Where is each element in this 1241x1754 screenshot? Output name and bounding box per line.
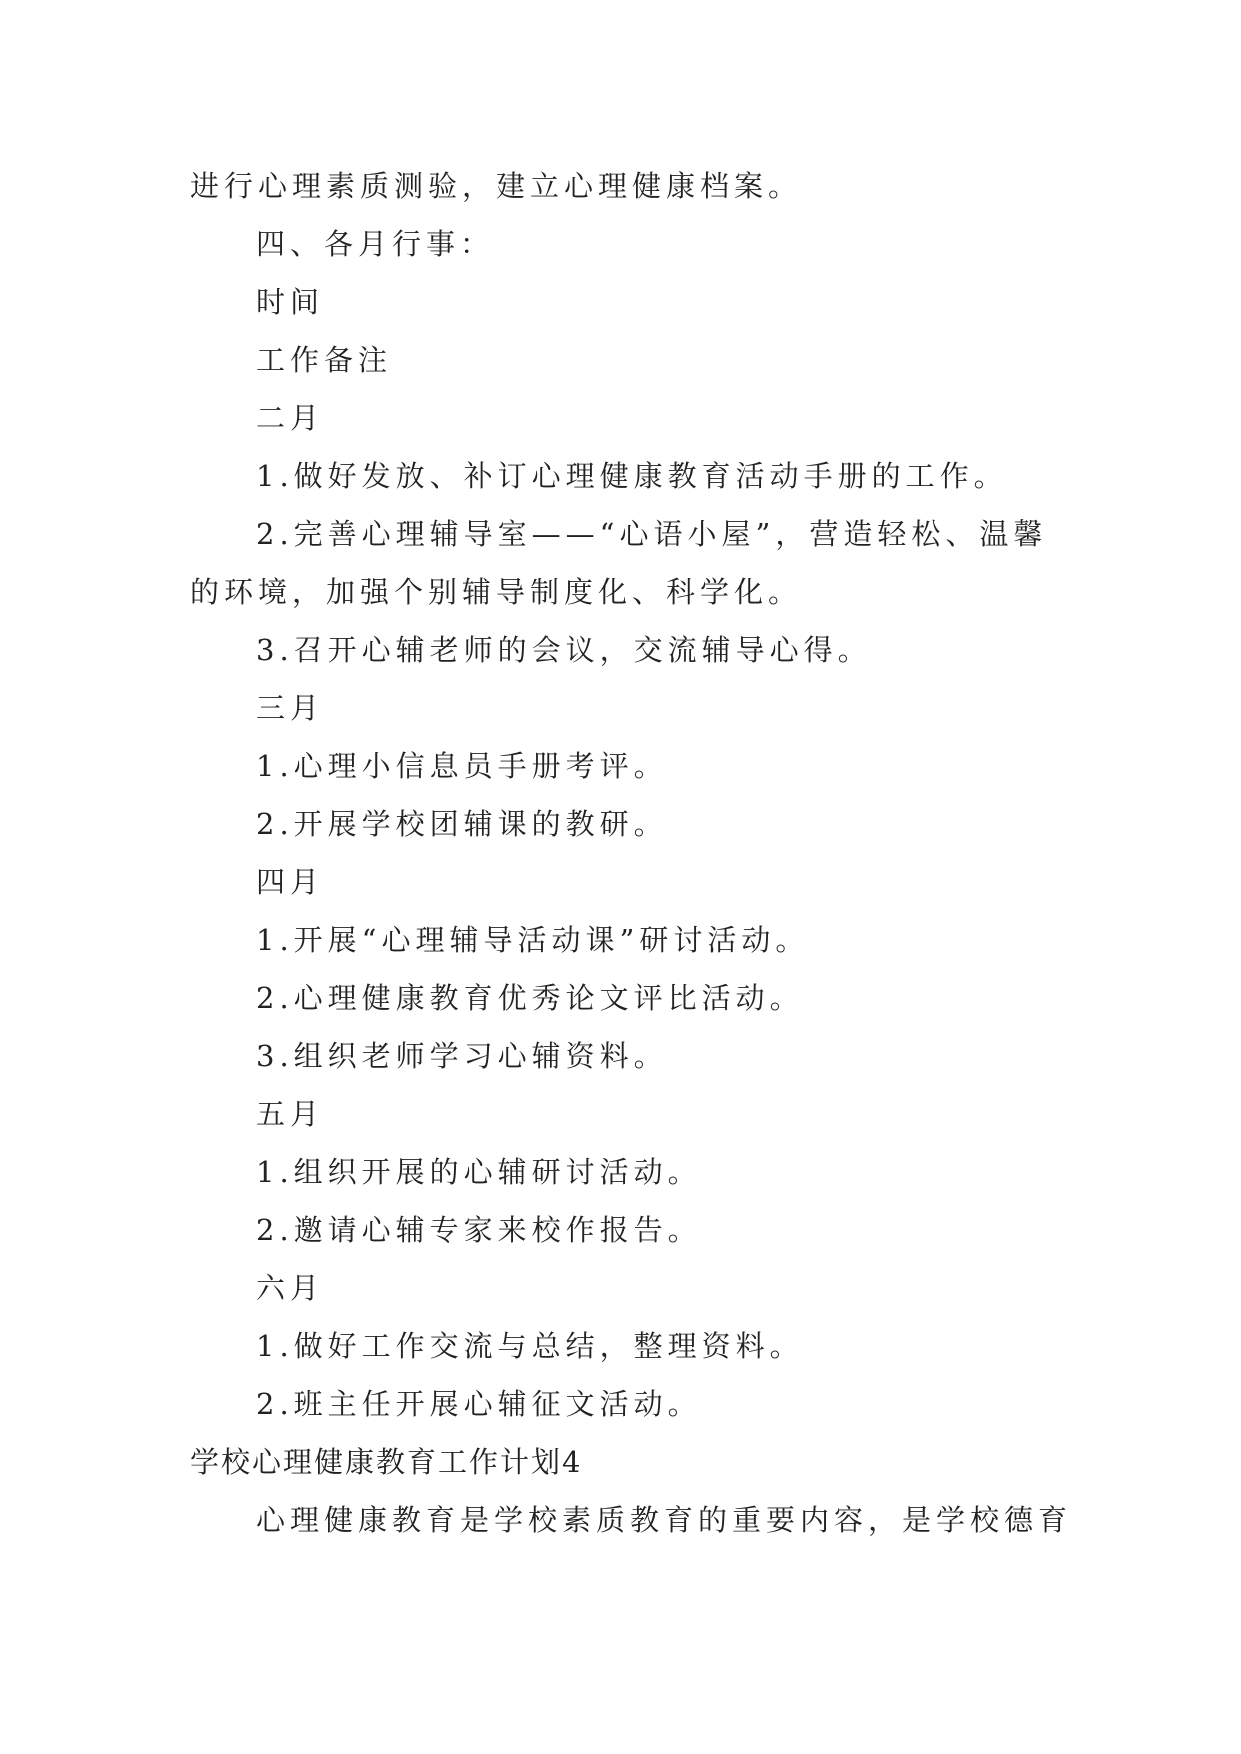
list-item: 1.做好发放、补订心理健康教育活动手册的工作。 bbox=[256, 459, 1008, 493]
month-label: 三月 bbox=[256, 691, 325, 725]
list-item: 2.开展学校团辅课的教研。 bbox=[256, 807, 668, 841]
paragraph-line: 心理健康教育是学校素质教育的重要内容，是学校德育 bbox=[256, 1503, 1073, 1537]
list-item: 1.心理小信息员手册考评。 bbox=[256, 749, 668, 783]
list-item: 1.开展“心理辅导活动课”研讨活动。 bbox=[256, 923, 810, 957]
list-item: 2.班主任开展心辅征文活动。 bbox=[256, 1387, 702, 1421]
month-label: 五月 bbox=[256, 1097, 325, 1131]
list-item-continuation: 的环境，加强个别辅导制度化、科学化。 bbox=[190, 575, 803, 609]
section-heading: 四、各月行事： bbox=[256, 227, 495, 261]
paragraph-line: 进行心理素质测验，建立心理健康档案。 bbox=[190, 169, 803, 203]
month-label: 四月 bbox=[256, 865, 325, 899]
list-item: 2.完善心理辅导室——“心语小屋”，营造轻松、温馨 bbox=[256, 517, 1048, 551]
section-title: 学校心理健康教育工作计划4 bbox=[190, 1445, 583, 1479]
list-item: 2.邀请心辅专家来校作报告。 bbox=[256, 1213, 702, 1247]
list-item: 3.召开心辅老师的会议，交流辅导心得。 bbox=[256, 633, 872, 667]
month-label: 二月 bbox=[256, 401, 325, 435]
list-item: 1.组织开展的心辅研讨活动。 bbox=[256, 1155, 702, 1189]
list-item: 3.组织老师学习心辅资料。 bbox=[256, 1039, 668, 1073]
table-header-work: 工作备注 bbox=[256, 343, 393, 377]
month-label: 六月 bbox=[256, 1271, 325, 1305]
list-item: 1.做好工作交流与总结，整理资料。 bbox=[256, 1329, 804, 1363]
list-item: 2.心理健康教育优秀论文评比活动。 bbox=[256, 981, 804, 1015]
table-header-time: 时间 bbox=[256, 285, 325, 319]
